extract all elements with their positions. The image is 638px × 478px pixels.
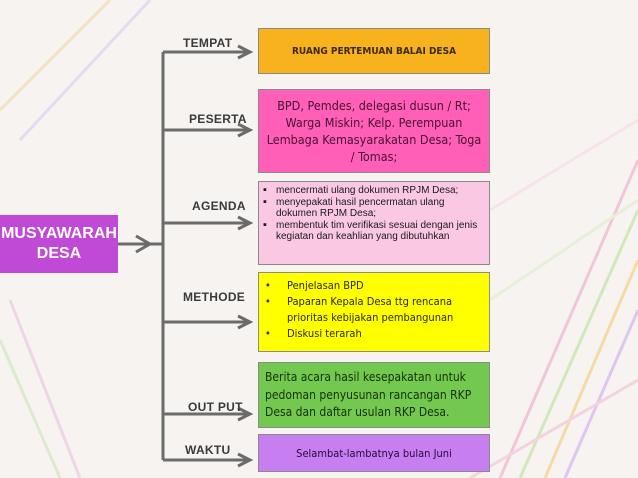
agenda-list [263, 185, 483, 243]
peserta-text: BPD, Pemdes, delegasi dusun / Rt; Warga Miskin; Kelp. Perempuan Lembaga Kemasyarakatan Desa; Toga / Tomas; [266, 98, 482, 164]
tempat-text: RUANG PERTEMUAN BALAI DESA [291, 45, 457, 57]
branch-label-output: OUT PUT [188, 400, 243, 414]
agenda-item: ▪ menyepakati hasil pencermatan ulang dokumen RPJM Desa; [263, 197, 483, 220]
branch-label-waktu: WAKTU [185, 443, 231, 457]
root-node [0, 215, 118, 273]
metode-item: • Diskusi terarah [265, 326, 483, 342]
agenda-box [258, 181, 490, 265]
root-line1: MUSYAWARAH [1, 225, 117, 242]
branch-label-agenda: AGENDA [192, 199, 246, 213]
metode-box [258, 272, 490, 352]
agenda-item: ▪ membentuk tim verifikasi sesuai dengan jenis kegiatan dan keahlian yang dibutuhkan [263, 220, 483, 243]
output-box [258, 362, 490, 428]
waktu-box [258, 434, 490, 472]
agenda-item: ▪ mencermati ulang dokumen RPJM Desa; [263, 185, 483, 197]
metode-item: • Penjelasan BPD [265, 278, 483, 294]
tempat-box [258, 28, 490, 74]
peserta-box [258, 89, 490, 173]
metode-item: • Paparan Kepala Desa ttg rencana prioritas kebijakan pembangunan [265, 294, 483, 326]
branch-label-tempat: TEMPAT [183, 36, 233, 50]
root-line2: DESA [36, 245, 82, 262]
waktu-text: Selambat-lambatnya bulan Juni [296, 446, 452, 460]
metode-list [265, 278, 483, 342]
branch-label-peserta: PESERTA [189, 112, 247, 126]
branch-label-metode: METHODE [183, 290, 246, 304]
output-text: Berita acara hasil kesepakatan untuk pedoman penyusunan rancangan RKP Desa dan daftar usulan RKP Desa. [265, 370, 472, 419]
